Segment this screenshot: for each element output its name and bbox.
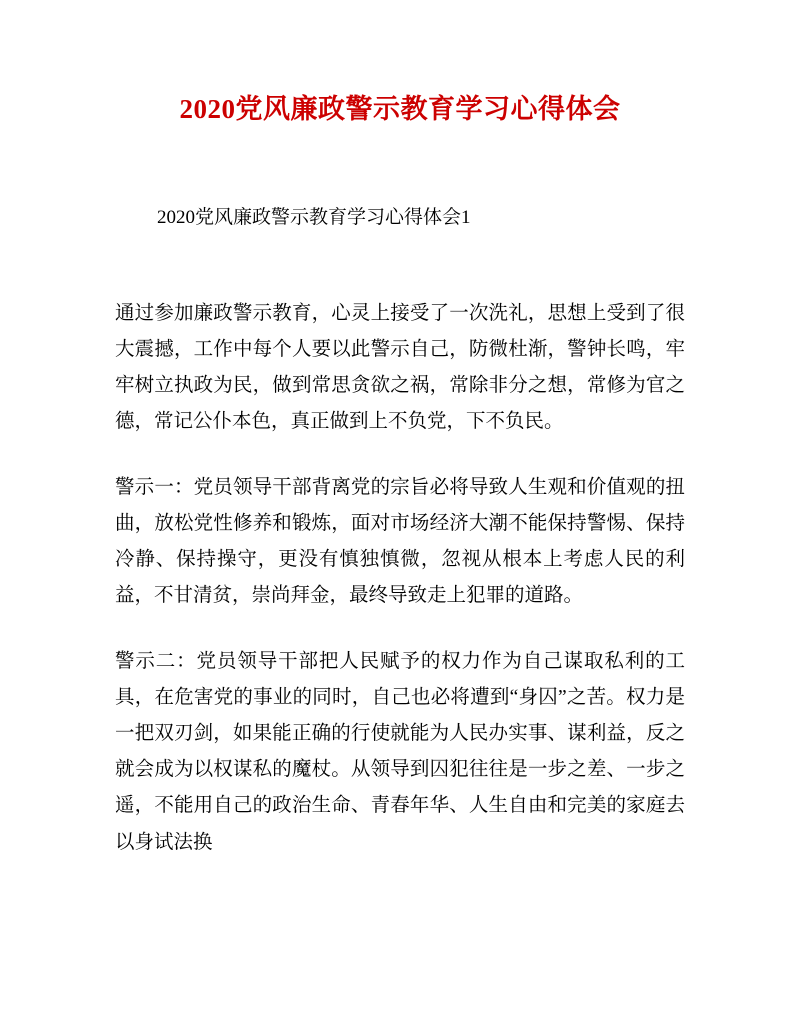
page-title: 2020党风廉政警示教育学习心得体会 (179, 94, 621, 124)
paragraph: 警示二：党员领导干部把人民赋予的权力作为自己谋取私利的工具，在危害党的事业的同时，自己也必将遭到“身囚”之苦。权力是一把双刃剑，如果能正确的行使就能为人民办实事、谋利益，反之就会成为以权谋私的魔杖。从领导到囚犯往往是一步之差、一步之遥，不能用自己的政治生命、青春年华、人生自由和完美的家庭去以身试法换 (115, 651, 685, 853)
document-subtitle: 2020党风廉政警示教育学习心得体会1 (157, 207, 471, 229)
paragraph: 通过参加廉政警示教育，心灵上接受了一次洗礼，思想上受到了很大震撼，工作中每个人要以此警示自己，防微杜渐，警钟长鸣，牢牢树立执政为民，做到常思贪欲之祸，常除非分之想，常修为官之德，常记公仆本色，真正做到上不负党，下不负民。 (115, 302, 685, 432)
paragraph: 警示一：党员领导干部背离党的宗旨必将导致人生观和价值观的扭曲，放松党性修养和锻炼，面对市场经济大潮不能保持警惕、保持冷静、保持操守，更没有慎独慎微，忽视从根本上考虑人民的利益，不甘清贫，崇尚拜金，最终导致走上犯罪的道路。 (115, 476, 685, 607)
document-body (115, 232, 685, 861)
